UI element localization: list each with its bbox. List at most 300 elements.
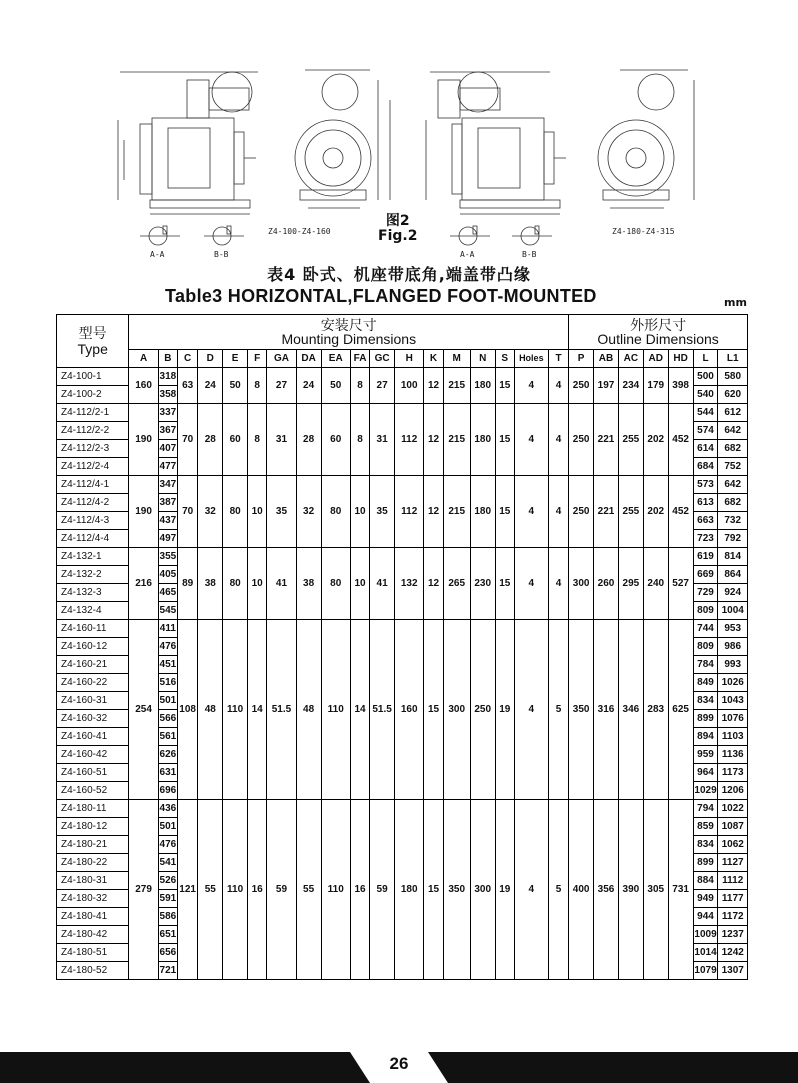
b-cell: 566 (158, 710, 177, 728)
section-label-bb-left: B-B (214, 250, 229, 259)
table-cell: 89 (177, 548, 197, 620)
l-cell: 834 (693, 836, 718, 854)
l-cell: 540 (693, 386, 718, 404)
model-cell: Z4-112/4-1 (57, 476, 129, 494)
b-cell: 367 (158, 422, 177, 440)
l1-cell: 1242 (718, 944, 748, 962)
section-label-aa-right: A-A (460, 250, 475, 259)
table-cell: 215 (443, 404, 470, 476)
l1-cell: 1076 (718, 710, 748, 728)
table-cell: 14 (350, 620, 369, 800)
table-cell: 221 (594, 404, 619, 476)
table-cell: 8 (350, 404, 369, 476)
table-cell: 255 (618, 476, 643, 548)
model-cell: Z4-160-52 (57, 782, 129, 800)
b-cell: 626 (158, 746, 177, 764)
table-cell: 731 (668, 800, 693, 980)
table-cell: 80 (223, 476, 248, 548)
l1-cell: 682 (718, 440, 748, 458)
table-cell: 50 (321, 368, 350, 404)
figure-label-left: Z4-100-Z4-160 (268, 227, 331, 236)
table-cell: 55 (198, 800, 223, 980)
table-cell: 12 (424, 548, 443, 620)
table-cell: 4 (514, 476, 548, 548)
l1-cell: 1043 (718, 692, 748, 710)
column-header: C (177, 350, 197, 368)
l-cell: 859 (693, 818, 718, 836)
table-cell: 110 (321, 620, 350, 800)
column-header: A (129, 350, 158, 368)
column-header: AB (594, 350, 619, 368)
l1-cell: 732 (718, 512, 748, 530)
l1-cell: 792 (718, 530, 748, 548)
table-cell: 15 (495, 368, 514, 404)
b-cell: 721 (158, 962, 177, 980)
l1-cell: 814 (718, 548, 748, 566)
l-cell: 1029 (693, 782, 718, 800)
table-cell: 255 (618, 404, 643, 476)
table-cell: 305 (643, 800, 668, 980)
table-cell: 5 (548, 800, 568, 980)
table-cell: 60 (223, 404, 248, 476)
table-cell: 24 (296, 368, 321, 404)
table-cell: 10 (350, 476, 369, 548)
a-cell: 279 (129, 800, 158, 980)
table-cell: 346 (618, 620, 643, 800)
model-cell: Z4-112/4-4 (57, 530, 129, 548)
l1-cell: 1062 (718, 836, 748, 854)
table-cell: 230 (470, 548, 495, 620)
table-cell: 12 (424, 404, 443, 476)
header-mounting-en: Mounting Dimensions (281, 331, 417, 347)
l-cell: 1079 (693, 962, 718, 980)
table-cell: 4 (514, 548, 548, 620)
l-cell: 834 (693, 692, 718, 710)
table-cell: 356 (594, 800, 619, 980)
b-cell: 501 (158, 818, 177, 836)
l-cell: 744 (693, 620, 718, 638)
column-header: H (395, 350, 424, 368)
table-row (57, 548, 748, 566)
model-cell: Z4-112/4-2 (57, 494, 129, 512)
table-cell: 265 (443, 548, 470, 620)
b-cell: 337 (158, 404, 177, 422)
l-cell: 809 (693, 602, 718, 620)
b-cell: 476 (158, 836, 177, 854)
page-number: 26 (389, 1054, 409, 1073)
column-header: GC (370, 350, 395, 368)
l-cell: 544 (693, 404, 718, 422)
table-cell: 350 (569, 620, 594, 800)
model-cell: Z4-160-22 (57, 674, 129, 692)
b-cell: 407 (158, 440, 177, 458)
table-cell: 19 (495, 800, 514, 980)
model-cell: Z4-132-2 (57, 566, 129, 584)
model-cell: Z4-160-51 (57, 764, 129, 782)
table-cell: 8 (248, 368, 267, 404)
table-row (57, 620, 748, 638)
section-details (140, 226, 552, 245)
l1-cell: 642 (718, 476, 748, 494)
table-cell: 27 (267, 368, 296, 404)
model-cell: Z4-180-42 (57, 926, 129, 944)
l1-cell: 1136 (718, 746, 748, 764)
table-cell: 8 (350, 368, 369, 404)
a-cell: 254 (129, 620, 158, 800)
model-cell: Z4-100-2 (57, 386, 129, 404)
model-cell: Z4-180-51 (57, 944, 129, 962)
table-cell: 4 (514, 800, 548, 980)
l1-cell: 924 (718, 584, 748, 602)
column-header: L (693, 350, 718, 368)
l-cell: 619 (693, 548, 718, 566)
table-cell: 250 (569, 368, 594, 404)
table-cell: 4 (514, 404, 548, 476)
b-cell: 561 (158, 728, 177, 746)
figure-title-cn: 图2 (385, 213, 410, 229)
table-cell: 14 (248, 620, 267, 800)
b-cell: 586 (158, 908, 177, 926)
table-cell: 110 (223, 800, 248, 980)
l-cell: 949 (693, 890, 718, 908)
l1-cell: 953 (718, 620, 748, 638)
l-cell: 964 (693, 764, 718, 782)
l1-cell: 1004 (718, 602, 748, 620)
column-header: E (223, 350, 248, 368)
l1-cell: 752 (718, 458, 748, 476)
b-cell: 497 (158, 530, 177, 548)
table-cell: 400 (569, 800, 594, 980)
table-cell: 15 (495, 404, 514, 476)
table-cell: 80 (321, 548, 350, 620)
l-cell: 663 (693, 512, 718, 530)
table-row (57, 476, 748, 494)
table-cell: 35 (267, 476, 296, 548)
table-row (57, 800, 748, 818)
table-cell: 234 (618, 368, 643, 404)
table-cell: 16 (248, 800, 267, 980)
model-cell: Z4-112/2-2 (57, 422, 129, 440)
table-cell: 70 (177, 476, 197, 548)
table-cell: 452 (668, 404, 693, 476)
b-cell: 465 (158, 584, 177, 602)
table-cell: 15 (424, 800, 443, 980)
l1-cell: 1307 (718, 962, 748, 980)
table-cell: 31 (267, 404, 296, 476)
model-cell: Z4-160-42 (57, 746, 129, 764)
model-cell: Z4-132-4 (57, 602, 129, 620)
table-cell: 215 (443, 476, 470, 548)
b-cell: 387 (158, 494, 177, 512)
table-cell: 260 (594, 548, 619, 620)
table-cell: 55 (296, 800, 321, 980)
column-header: P (569, 350, 594, 368)
l-cell: 809 (693, 638, 718, 656)
table-cell: 527 (668, 548, 693, 620)
table-cell: 240 (643, 548, 668, 620)
table-cell: 283 (643, 620, 668, 800)
table-cell: 221 (594, 476, 619, 548)
table-cell: 8 (248, 404, 267, 476)
table-cell: 4 (548, 404, 568, 476)
side-view-left (118, 72, 258, 214)
b-cell: 591 (158, 890, 177, 908)
table-cell: 110 (321, 800, 350, 980)
table-cell: 31 (370, 404, 395, 476)
b-cell: 656 (158, 944, 177, 962)
table-cell: 300 (443, 620, 470, 800)
l1-cell: 1022 (718, 800, 748, 818)
column-header: B (158, 350, 177, 368)
l1-cell: 1026 (718, 674, 748, 692)
table-cell: 16 (350, 800, 369, 980)
l-cell: 1014 (693, 944, 718, 962)
model-cell: Z4-180-21 (57, 836, 129, 854)
table-row (57, 368, 748, 386)
figure-label-right: Z4-180-Z4-315 (612, 227, 675, 236)
model-cell: Z4-112/2-4 (57, 458, 129, 476)
table-cell: 19 (495, 620, 514, 800)
model-cell: Z4-180-32 (57, 890, 129, 908)
l-cell: 1009 (693, 926, 718, 944)
model-cell: Z4-112/2-3 (57, 440, 129, 458)
b-cell: 436 (158, 800, 177, 818)
table-cell: 202 (643, 476, 668, 548)
b-cell: 651 (158, 926, 177, 944)
model-cell: Z4-112/2-1 (57, 404, 129, 422)
table-cell: 108 (177, 620, 197, 800)
l-cell: 959 (693, 746, 718, 764)
l1-cell: 1177 (718, 890, 748, 908)
table-cell: 4 (548, 368, 568, 404)
table-cell: 250 (569, 476, 594, 548)
l1-cell: 1173 (718, 764, 748, 782)
table-cell: 24 (198, 368, 223, 404)
table-cell: 110 (223, 620, 248, 800)
l-cell: 849 (693, 674, 718, 692)
column-header: EA (321, 350, 350, 368)
table-cell: 316 (594, 620, 619, 800)
table-cell: 50 (223, 368, 248, 404)
dimensions-table (56, 314, 748, 980)
header-type-en: Type (77, 341, 108, 357)
table-cell: 398 (668, 368, 693, 404)
l1-cell: 682 (718, 494, 748, 512)
l-cell: 944 (693, 908, 718, 926)
table-cell: 12 (424, 368, 443, 404)
b-cell: 526 (158, 872, 177, 890)
figure-title-en: Fig.2 (378, 228, 418, 244)
table-cell: 180 (470, 404, 495, 476)
b-cell: 541 (158, 854, 177, 872)
l-cell: 684 (693, 458, 718, 476)
column-header: F (248, 350, 267, 368)
l-cell: 899 (693, 854, 718, 872)
table-title-cn: 表4 卧式、机座带底角,端盖带凸缘 (267, 265, 531, 284)
table-cell: 4 (548, 476, 568, 548)
column-header: T (548, 350, 568, 368)
table-cell: 10 (350, 548, 369, 620)
l-cell: 613 (693, 494, 718, 512)
table-cell: 51.5 (267, 620, 296, 800)
b-cell: 545 (158, 602, 177, 620)
table-cell: 390 (618, 800, 643, 980)
table-cell: 300 (470, 800, 495, 980)
l-cell: 784 (693, 656, 718, 674)
table-cell: 48 (296, 620, 321, 800)
table-cell: 4 (514, 368, 548, 404)
table-cell: 132 (395, 548, 424, 620)
table-cell: 350 (443, 800, 470, 980)
model-cell: Z4-160-21 (57, 656, 129, 674)
a-cell: 160 (129, 368, 158, 404)
table-cell: 60 (321, 404, 350, 476)
table-cell: 48 (198, 620, 223, 800)
l1-cell: 642 (718, 422, 748, 440)
table-cell: 112 (395, 476, 424, 548)
section-label-bb-right: B-B (522, 250, 537, 259)
table-cell: 38 (198, 548, 223, 620)
column-header: Holes (514, 350, 548, 368)
column-header: M (443, 350, 470, 368)
column-header: HD (668, 350, 693, 368)
table-cell: 70 (177, 404, 197, 476)
header-outline-cn: 外形尺寸 (630, 317, 687, 333)
b-cell: 355 (158, 548, 177, 566)
table-cell: 10 (248, 476, 267, 548)
side-view-right (426, 72, 566, 214)
l1-cell: 1087 (718, 818, 748, 836)
column-header: FA (350, 350, 369, 368)
table-cell: 295 (618, 548, 643, 620)
l1-cell: 612 (718, 404, 748, 422)
b-cell: 347 (158, 476, 177, 494)
l-cell: 794 (693, 800, 718, 818)
l-cell: 723 (693, 530, 718, 548)
l-cell: 500 (693, 368, 718, 386)
table-cell: 452 (668, 476, 693, 548)
table-cell: 28 (198, 404, 223, 476)
table-cell: 180 (470, 368, 495, 404)
model-cell: Z4-132-3 (57, 584, 129, 602)
column-header: AD (643, 350, 668, 368)
table-cell: 4 (548, 548, 568, 620)
b-cell: 477 (158, 458, 177, 476)
table-cell: 51.5 (370, 620, 395, 800)
model-cell: Z4-160-12 (57, 638, 129, 656)
l1-cell: 580 (718, 368, 748, 386)
table-cell: 179 (643, 368, 668, 404)
table-cell: 80 (223, 548, 248, 620)
l-cell: 894 (693, 728, 718, 746)
model-cell: Z4-160-11 (57, 620, 129, 638)
table-cell: 4 (514, 620, 548, 800)
l1-cell: 1206 (718, 782, 748, 800)
table-cell: 15 (424, 620, 443, 800)
column-header: GA (267, 350, 296, 368)
l-cell: 574 (693, 422, 718, 440)
table-cell: 250 (470, 620, 495, 800)
model-cell: Z4-132-1 (57, 548, 129, 566)
figure-title (378, 214, 417, 244)
l-cell: 573 (693, 476, 718, 494)
l1-cell: 1112 (718, 872, 748, 890)
model-cell: Z4-180-41 (57, 908, 129, 926)
table-cell: 59 (267, 800, 296, 980)
table-cell: 10 (248, 548, 267, 620)
unit-label: mm (724, 296, 747, 309)
l1-cell: 1237 (718, 926, 748, 944)
model-cell: Z4-112/4-3 (57, 512, 129, 530)
column-header: AC (618, 350, 643, 368)
table-cell: 100 (395, 368, 424, 404)
table-cell: 38 (296, 548, 321, 620)
table-cell: 160 (395, 620, 424, 800)
b-cell: 631 (158, 764, 177, 782)
table-cell: 112 (395, 404, 424, 476)
model-cell: Z4-180-52 (57, 962, 129, 980)
table-cell: 300 (569, 548, 594, 620)
section-label-aa-left: A-A (150, 250, 165, 259)
model-cell: Z4-180-11 (57, 800, 129, 818)
table-cell: 59 (370, 800, 395, 980)
b-cell: 476 (158, 638, 177, 656)
column-header: S (495, 350, 514, 368)
table-cell: 250 (569, 404, 594, 476)
table-cell: 41 (267, 548, 296, 620)
end-view-right (598, 70, 694, 208)
table-cell: 27 (370, 368, 395, 404)
l-cell: 884 (693, 872, 718, 890)
model-cell: Z4-100-1 (57, 368, 129, 386)
header-mounting (129, 315, 569, 350)
b-cell: 411 (158, 620, 177, 638)
table-cell: 80 (321, 476, 350, 548)
header-outline (569, 315, 748, 350)
b-cell: 696 (158, 782, 177, 800)
table-cell: 15 (495, 548, 514, 620)
a-cell: 190 (129, 404, 158, 476)
table-cell: 197 (594, 368, 619, 404)
l1-cell: 864 (718, 566, 748, 584)
model-cell: Z4-180-22 (57, 854, 129, 872)
table-cell: 202 (643, 404, 668, 476)
table-row (57, 404, 748, 422)
l1-cell: 1172 (718, 908, 748, 926)
model-cell: Z4-160-31 (57, 692, 129, 710)
column-header: N (470, 350, 495, 368)
table-cell: 63 (177, 368, 197, 404)
l1-cell: 1103 (718, 728, 748, 746)
table-cell: 5 (548, 620, 568, 800)
table-cell: 32 (198, 476, 223, 548)
b-cell: 501 (158, 692, 177, 710)
table-cell: 215 (443, 368, 470, 404)
table-cell: 625 (668, 620, 693, 800)
column-header: DA (296, 350, 321, 368)
table-cell: 41 (370, 548, 395, 620)
header-type (57, 315, 129, 368)
table-cell: 15 (495, 476, 514, 548)
a-cell: 216 (129, 548, 158, 620)
b-cell: 405 (158, 566, 177, 584)
table-cell: 32 (296, 476, 321, 548)
b-cell: 437 (158, 512, 177, 530)
table-cell: 180 (395, 800, 424, 980)
table-cell: 121 (177, 800, 197, 980)
table-title-en: Table3 HORIZONTAL,FLANGED FOOT-MOUNTED (165, 286, 597, 306)
l1-cell: 993 (718, 656, 748, 674)
